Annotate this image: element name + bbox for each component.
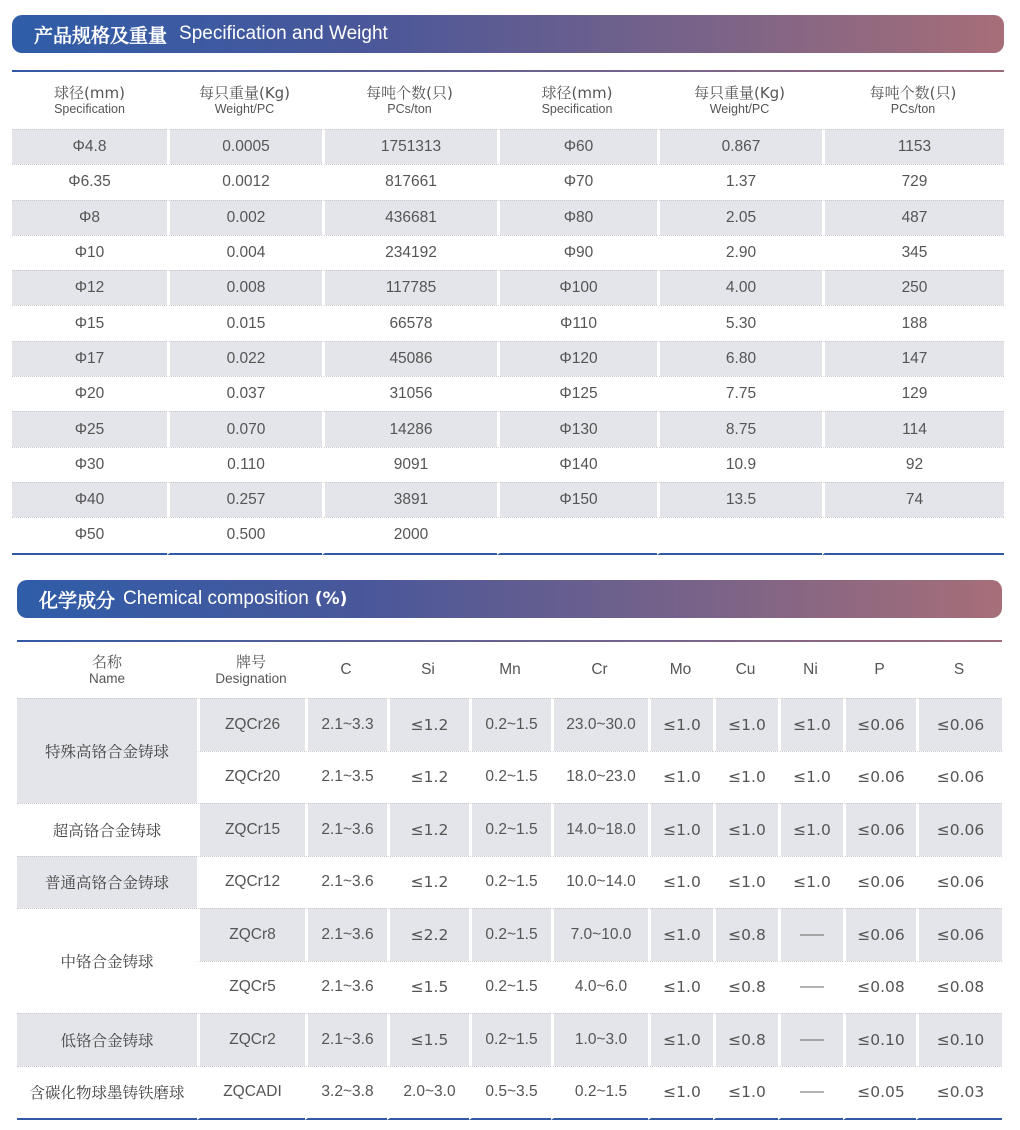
chem-value: 2.1~3.3 (305, 698, 387, 751)
spec-row (12, 447, 1004, 482)
chem-value: 2.1~3.6 (305, 961, 387, 1014)
chem-header-element: Cu (735, 660, 756, 678)
spec-cell: 6.80 (657, 341, 822, 376)
chem-header-element: Si (421, 660, 435, 678)
chem-value: ≤0.03 (916, 1066, 1002, 1121)
chem-value: ≤1.0 (648, 803, 713, 856)
chem-value: 7.0~10.0 (551, 908, 648, 961)
spec-row (12, 517, 1004, 554)
chem-grade-name: 中铬合金铸球 (17, 908, 197, 1013)
spec-cell: Φ130 (497, 411, 657, 446)
chem-value: ≤0.08 (916, 961, 1002, 1014)
chem-value: 0.2~1.5 (469, 856, 551, 909)
chem-value: 18.0~23.0 (551, 751, 648, 804)
chem-header-element: P (874, 660, 885, 678)
spec-cell (497, 517, 657, 554)
spec-cell: 0.008 (167, 270, 322, 305)
spec-header-cell: 球径(mm) Specification (54, 83, 125, 116)
spec-cell: 147 (822, 341, 1004, 376)
spec-cell: Φ90 (497, 235, 657, 270)
spec-cell: 31056 (322, 376, 497, 411)
chem-value: 0.2~1.5 (469, 803, 551, 856)
spec-cell: Φ120 (497, 341, 657, 376)
spec-cell: 1.37 (657, 164, 822, 199)
chem-value: 2.1~3.6 (305, 908, 387, 961)
chem-value: ≤0.06 (843, 803, 916, 856)
chem-value: ≤0.06 (916, 856, 1002, 909)
chem-value: ≤1.0 (778, 751, 843, 804)
spec-cell: 3891 (322, 482, 497, 517)
chem-value: ≤1.0 (648, 856, 713, 909)
chem-header-element: S (953, 660, 965, 678)
chem-value: ≤0.06 (916, 803, 1002, 856)
spec-title-en: Specification and Weight (179, 23, 388, 44)
spec-row (12, 376, 1004, 411)
spec-cell: 0.002 (167, 200, 322, 235)
chem-table (17, 642, 1002, 1120)
chem-designation: ZQCr20 (197, 751, 305, 804)
dash-mark (800, 1039, 824, 1040)
spec-cell: Φ50 (12, 517, 167, 554)
chem-value: ≤1.0 (713, 698, 778, 751)
chem-value: 2.1~3.6 (305, 1013, 387, 1066)
chem-designation: ZQCr15 (197, 803, 305, 856)
chem-grade-name: 含碳化物球墨铸铁磨球 (17, 1066, 197, 1121)
chem-value: ≤1.2 (387, 856, 469, 909)
chem-header-element: Mn (499, 660, 521, 678)
chem-header-name: 名称 Name (88, 652, 125, 686)
chem-value: ≤0.8 (713, 908, 778, 961)
spec-row (12, 482, 1004, 517)
chem-value: ≤1.0 (648, 1066, 713, 1121)
spec-table (12, 72, 1004, 555)
spec-cell: 114 (822, 411, 1004, 446)
chem-value: ≤1.5 (387, 1013, 469, 1066)
chem-header-element: C (340, 660, 352, 678)
chem-value: ≤0.8 (713, 961, 778, 1014)
spec-cell: 14286 (322, 411, 497, 446)
dash-mark (800, 987, 824, 988)
spec-section-banner (12, 15, 1004, 53)
chem-designation: ZQCr2 (197, 1013, 305, 1066)
chem-grade-name: 低铬合金铸球 (17, 1013, 197, 1066)
chem-value: 0.2~1.5 (551, 1066, 648, 1121)
chem-value: ≤0.08 (843, 961, 916, 1014)
spec-cell: 234192 (322, 235, 497, 270)
spec-cell: 74 (822, 482, 1004, 517)
chem-value: 0.2~1.5 (469, 961, 551, 1014)
spec-cell: 7.75 (657, 376, 822, 411)
chem-header-element: Cr (591, 660, 608, 678)
spec-cell (657, 517, 822, 554)
chem-value: ≤2.2 (387, 908, 469, 961)
spec-cell: Φ125 (497, 376, 657, 411)
spec-cell: 8.75 (657, 411, 822, 446)
chem-value: 3.2~3.8 (305, 1066, 387, 1121)
spec-row (12, 270, 1004, 305)
spec-cell: Φ15 (12, 305, 167, 340)
spec-cell: 817661 (322, 164, 497, 199)
spec-cell: Φ25 (12, 411, 167, 446)
chem-value: 0.5~3.5 (469, 1066, 551, 1121)
chem-value: 0.2~1.5 (469, 1013, 551, 1066)
chem-row (17, 1066, 1002, 1121)
chem-value: ≤1.0 (648, 751, 713, 804)
spec-cell: 0.0005 (167, 129, 322, 164)
spec-cell: 487 (822, 200, 1004, 235)
chem-value: 2.1~3.5 (305, 751, 387, 804)
chem-value: 1.0~3.0 (551, 1013, 648, 1066)
spec-cell: 0.500 (167, 517, 322, 554)
chem-value: ≤1.0 (778, 803, 843, 856)
chem-value: ≤1.2 (387, 698, 469, 751)
chem-value: 23.0~30.0 (551, 698, 648, 751)
chem-header-designation: 牌号 Designation (215, 652, 287, 686)
chem-value (778, 1066, 843, 1121)
chem-value: ≤1.0 (648, 1013, 713, 1066)
spec-cell: Φ150 (497, 482, 657, 517)
spec-row (12, 411, 1004, 446)
chem-value: ≤0.06 (916, 908, 1002, 961)
chem-value: ≤1.2 (387, 803, 469, 856)
spec-title-cn: 产品规格及重量 (34, 24, 168, 47)
chem-grade-name: 普通高铬合金铸球 (17, 856, 197, 909)
spec-cell: 45086 (322, 341, 497, 376)
spec-cell: Φ6.35 (12, 164, 167, 199)
chem-value (778, 908, 843, 961)
chem-value: 0.2~1.5 (469, 698, 551, 751)
spec-cell: 4.00 (657, 270, 822, 305)
chem-row (17, 803, 1002, 856)
chem-value: ≤1.0 (778, 698, 843, 751)
spec-row (12, 341, 1004, 376)
chem-value: 10.0~14.0 (551, 856, 648, 909)
spec-cell: 5.30 (657, 305, 822, 340)
chem-value: ≤1.0 (648, 908, 713, 961)
chem-title-cn: 化学成分 (39, 589, 116, 612)
chem-title-en: Chemical composition (123, 588, 309, 609)
spec-cell: 129 (822, 376, 1004, 411)
spec-header-cell: 每吨个数(只) PCs/ton (869, 83, 957, 116)
spec-cell: Φ140 (497, 447, 657, 482)
spec-cell: 10.9 (657, 447, 822, 482)
spec-cell: 0.004 (167, 235, 322, 270)
chem-value: ≤0.06 (843, 751, 916, 804)
spec-cell: 1751313 (322, 129, 497, 164)
dash-mark (800, 934, 824, 935)
chem-header-element: Mo (669, 660, 692, 678)
chem-designation: ZQCADI (197, 1066, 305, 1121)
chem-value: ≤1.0 (778, 856, 843, 909)
chem-value: ≤0.10 (843, 1013, 916, 1066)
chem-value: 0.2~1.5 (469, 751, 551, 804)
chem-value: ≤0.06 (916, 698, 1002, 751)
spec-cell: 92 (822, 447, 1004, 482)
spec-cell: 0.0012 (167, 164, 322, 199)
chem-value: 0.2~1.5 (469, 908, 551, 961)
chem-body (17, 698, 1002, 1120)
chem-value: ≤0.06 (916, 751, 1002, 804)
chem-grade-name: 特殊高铬合金铸球 (17, 698, 197, 803)
chem-value: ≤1.5 (387, 961, 469, 1014)
spec-cell: Φ12 (12, 270, 167, 305)
spec-cell: Φ30 (12, 447, 167, 482)
spec-cell: Φ10 (12, 235, 167, 270)
spec-cell: Φ4.8 (12, 129, 167, 164)
spec-cell: 0.022 (167, 341, 322, 376)
spec-header-row (12, 72, 1004, 129)
spec-body (12, 129, 1004, 555)
chem-value: ≤1.0 (713, 803, 778, 856)
chem-section-banner (17, 580, 1002, 618)
chem-row (17, 908, 1002, 961)
chem-designation: ZQCr8 (197, 908, 305, 961)
spec-cell: Φ20 (12, 376, 167, 411)
chem-value (778, 961, 843, 1014)
chem-value: ≤0.06 (843, 908, 916, 961)
spec-row (12, 129, 1004, 164)
chem-value: 4.0~6.0 (551, 961, 648, 1014)
spec-cell: 117785 (322, 270, 497, 305)
chem-row (17, 856, 1002, 909)
chem-value: 2.0~3.0 (387, 1066, 469, 1121)
spec-cell: Φ100 (497, 270, 657, 305)
spec-cell: 1153 (822, 129, 1004, 164)
chem-header-row (17, 642, 1002, 698)
dash-mark (800, 1092, 824, 1093)
spec-row (12, 164, 1004, 199)
spec-cell: 0.037 (167, 376, 322, 411)
spec-cell: 250 (822, 270, 1004, 305)
spec-header-cell: 每只重量(Kg) Weight/PC (693, 83, 786, 116)
chem-value: 14.0~18.0 (551, 803, 648, 856)
spec-cell: 436681 (322, 200, 497, 235)
spec-cell (822, 517, 1004, 554)
chem-value: 2.1~3.6 (305, 803, 387, 856)
spec-cell: 13.5 (657, 482, 822, 517)
spec-cell: Φ17 (12, 341, 167, 376)
spec-cell: Φ60 (497, 129, 657, 164)
spec-cell: Φ8 (12, 200, 167, 235)
chem-title-unit: (%) (314, 589, 348, 609)
chem-value: ≤0.06 (843, 698, 916, 751)
spec-cell: Φ40 (12, 482, 167, 517)
chem-designation: ZQCr26 (197, 698, 305, 751)
spec-cell: 0.257 (167, 482, 322, 517)
spec-cell: 345 (822, 235, 1004, 270)
chem-designation: ZQCr12 (197, 856, 305, 909)
spec-header-cell: 球径(mm) Specification (541, 83, 613, 116)
spec-cell: 188 (822, 305, 1004, 340)
spec-header-cell: 每只重量(Kg) Weight/PC (198, 83, 291, 116)
chem-grade-name: 超高铬合金铸球 (17, 803, 197, 856)
chem-value: 2.1~3.6 (305, 856, 387, 909)
spec-cell: 2.05 (657, 200, 822, 235)
spec-cell: 0.015 (167, 305, 322, 340)
chem-value: ≤1.0 (648, 698, 713, 751)
spec-cell: 2.90 (657, 235, 822, 270)
spec-cell: 2000 (322, 517, 497, 554)
spec-row (12, 305, 1004, 340)
spec-cell: 0.867 (657, 129, 822, 164)
chem-header-element: Ni (803, 660, 818, 678)
chem-value (778, 1013, 843, 1066)
chem-row (17, 1013, 1002, 1066)
spec-cell: Φ110 (497, 305, 657, 340)
spec-cell: 0.070 (167, 411, 322, 446)
chem-designation: ZQCr5 (197, 961, 305, 1014)
spec-cell: Φ70 (497, 164, 657, 199)
chem-row (17, 698, 1002, 751)
chem-value: ≤1.2 (387, 751, 469, 804)
spec-cell: 9091 (322, 447, 497, 482)
chem-value: ≤0.8 (713, 1013, 778, 1066)
chem-value: ≤0.10 (916, 1013, 1002, 1066)
chem-value: ≤1.0 (713, 1066, 778, 1121)
spec-cell: 729 (822, 164, 1004, 199)
chem-value: ≤1.0 (648, 961, 713, 1014)
spec-row (12, 235, 1004, 270)
spec-cell: 66578 (322, 305, 497, 340)
spec-cell: 0.110 (167, 447, 322, 482)
spec-row (12, 200, 1004, 235)
chem-value: ≤0.06 (843, 856, 916, 909)
chem-value: ≤0.05 (843, 1066, 916, 1121)
spec-header-cell: 每吨个数(只) PCs/ton (366, 83, 453, 116)
chem-value: ≤1.0 (713, 751, 778, 804)
spec-cell: Φ80 (497, 200, 657, 235)
chem-value: ≤1.0 (713, 856, 778, 909)
